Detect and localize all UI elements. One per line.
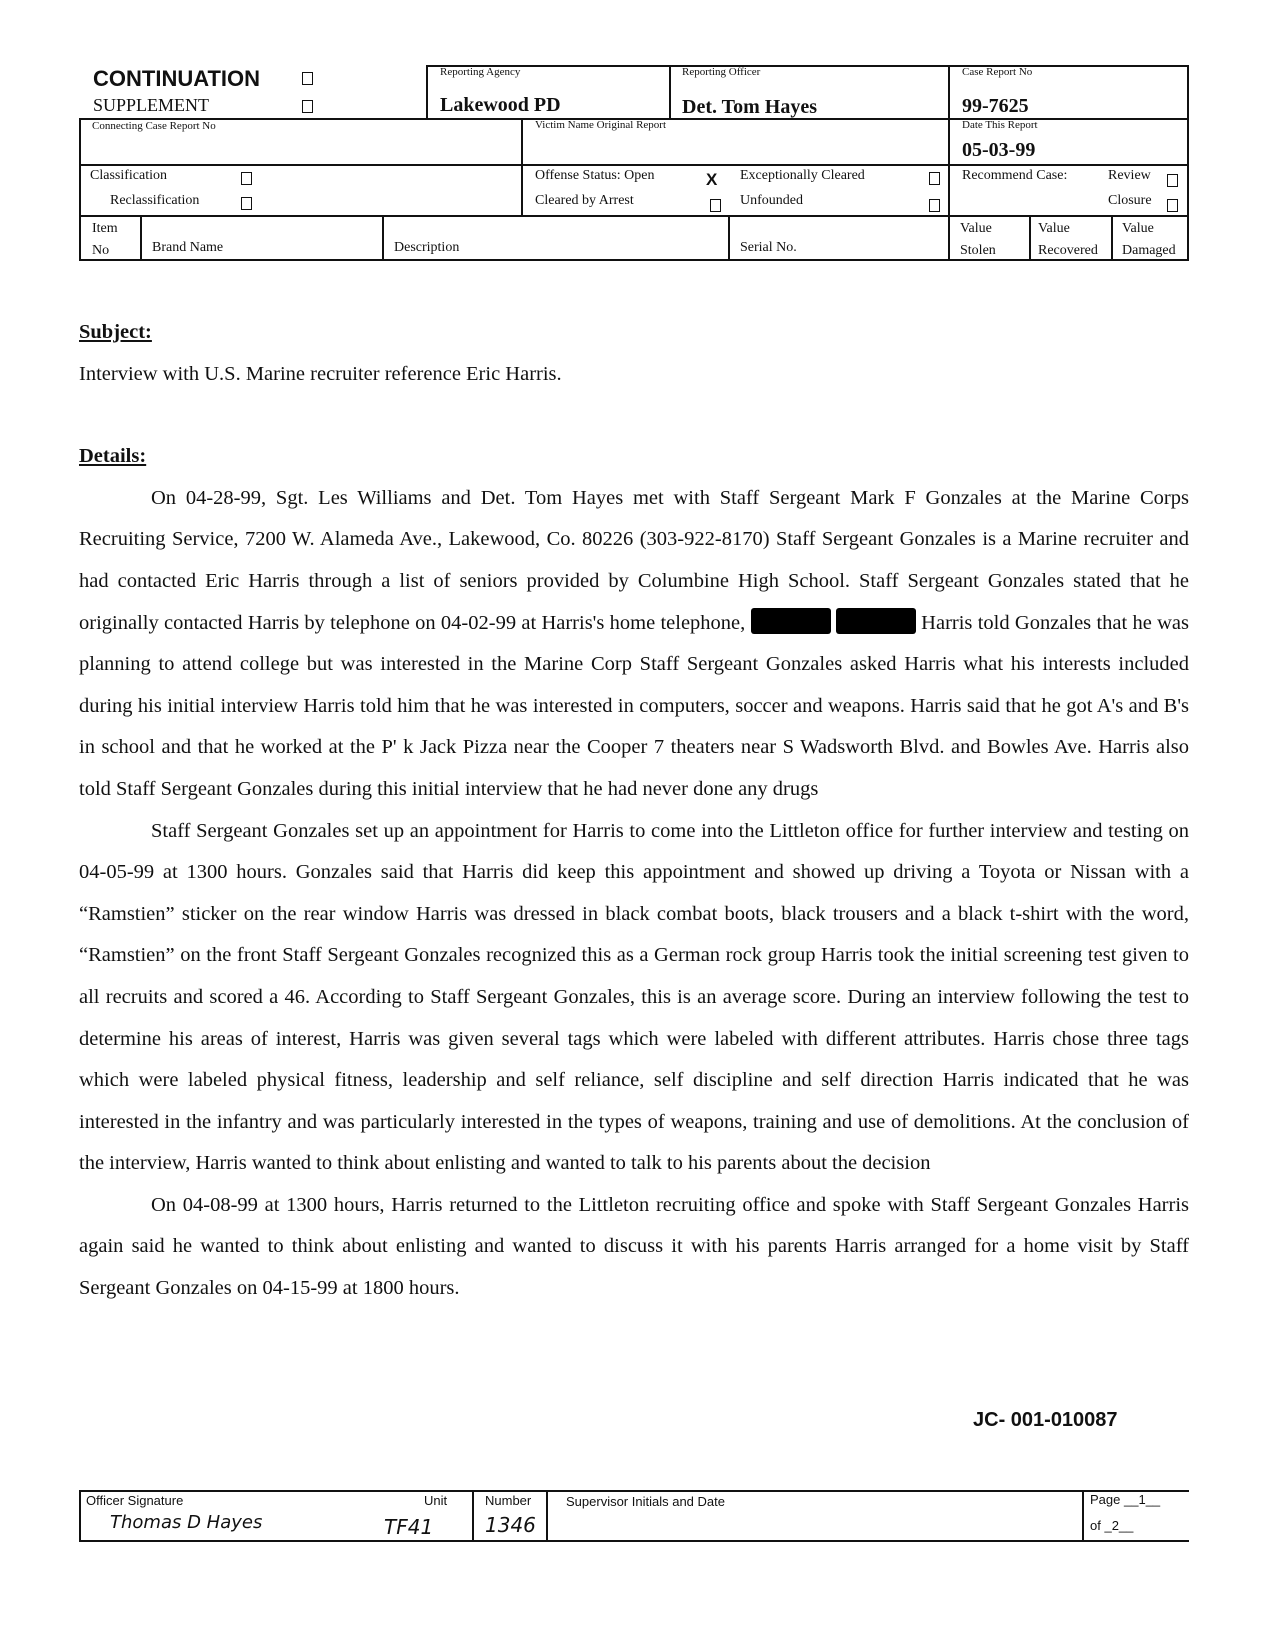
divider xyxy=(1111,216,1113,261)
page-label: Page xyxy=(1090,1492,1121,1507)
details-paragraph-2: Staff Sergeant Gonzales set up an appointment for Harris to come into the Littleton office for further interview and testing on 04-05-99 at 1300 hours. Gonzales said that Harris did keep this appointment and showed up driving a Toyota or Nissan with a “Ramstien” sticker on the rear window Harris was dressed in black combat boots, black trousers and a black t-shirt with the word, “Ramstien” on the front Staff Sergeant Gonzales recognized this as a German rock group Harris took the initial screening test given to all recruits and scored a 46. According to Staff Sergeant Gonzales, this is an average score. During an interview following the test to determine his areas of interest, Harris was given several tags which were labeled with different attributes. Harris chose three tags which were labeled physical fitness, leadership and self reliance, self discipline and self direction Harris indicated that he was interested in the infantry and was particularly interested in the types of weapons, training and use of demolitions. At the conclusion of the interview, Harris wanted to think about enlisting and wanted to talk to his parents about the decision xyxy=(79,819,1189,1175)
form-title: CONTINUATION xyxy=(93,66,261,91)
divider xyxy=(1082,1490,1084,1542)
closure-label: Closure xyxy=(1108,193,1152,208)
victim-name-label: Victim Name Original Report xyxy=(535,119,667,131)
cleared-by-arrest-checkbox[interactable] xyxy=(710,199,721,212)
exceptionally-cleared-checkbox[interactable] xyxy=(929,172,940,185)
form-subtitle: SUPPLEMENT xyxy=(93,95,210,115)
date-this-report-label: Date This Report xyxy=(962,119,1038,131)
redaction xyxy=(836,608,916,634)
details-text: Harris told Gonzales that he was planning to attend college but was interested in the Marine Corp Staff Sergeant Gonzales asked Harris what his interests included during his initial interview Harris told him that he was interested in computers, soccer and weapons. Harris said that he got A's and B's in school and that he worked at the P' k Jack Pizza near the Cooper 7 theaters near S Wadsworth Blvd. and Bowles Ave. Harris also told Staff Sergeant Gonzales during this initial interview that he had never done any drugs xyxy=(79,611,1190,800)
unfounded: Unfounded xyxy=(740,193,803,208)
reporting-agency-label: Reporting Agency xyxy=(440,66,521,78)
divider xyxy=(1029,216,1031,261)
total-pages: 2 xyxy=(1111,1518,1119,1533)
officer-signature-label: Officer Signature xyxy=(86,1493,184,1508)
column-value-stolen: Value Stolen xyxy=(960,221,996,258)
review-checkbox[interactable] xyxy=(1167,174,1178,187)
reporting-agency: Lakewood PD xyxy=(440,94,561,116)
divider xyxy=(546,1490,548,1542)
page-total: of _2__ xyxy=(1090,1518,1134,1533)
supplement-checkbox[interactable] xyxy=(302,100,313,113)
reclassification-checkbox[interactable] xyxy=(241,197,252,210)
divider xyxy=(79,1490,81,1542)
continuation-checkbox[interactable] xyxy=(302,72,313,85)
divider xyxy=(140,216,142,261)
page-value: 1 xyxy=(1138,1492,1146,1507)
unit-label: Unit xyxy=(424,1493,448,1508)
classification-checkbox[interactable] xyxy=(241,172,252,185)
divider xyxy=(669,65,671,118)
reporting-officer-label: Reporting Officer xyxy=(682,66,761,78)
offense-status-open: Offense Status: Open xyxy=(535,168,655,183)
bates-number: JC- 001-010087 xyxy=(973,1409,1118,1431)
redaction xyxy=(751,608,831,634)
subject-text: Interview with U.S. Marine recruiter reference Eric Harris. xyxy=(79,362,562,385)
column-item-no: Item No xyxy=(92,221,118,258)
details-paragraph-1 xyxy=(79,478,1189,811)
classification-label: Classification xyxy=(90,168,167,183)
column-value-damaged: Value Damaged xyxy=(1122,221,1176,258)
cleared-by-arrest: Cleared by Arrest xyxy=(535,193,634,208)
reclassification-label: Reclassification xyxy=(110,193,200,208)
number-value: 1346 xyxy=(485,1513,536,1537)
open-mark[interactable]: X xyxy=(706,170,718,189)
column-serial-no: Serial No. xyxy=(740,240,797,255)
report-body xyxy=(79,312,1189,1310)
column-value-recovered: Value Recovered xyxy=(1038,221,1098,258)
connecting-case-label: Connecting Case Report No xyxy=(92,120,216,132)
column-brand-name: Brand Name xyxy=(152,240,224,255)
case-report-no-label: Case Report No xyxy=(962,66,1033,78)
supervisor-initials-label: Supervisor Initials and Date xyxy=(566,1494,725,1509)
subject-heading: Subject: xyxy=(79,321,152,343)
divider xyxy=(472,1490,474,1542)
of-label: of xyxy=(1090,1518,1101,1533)
column-description: Description xyxy=(394,240,460,255)
closure-checkbox[interactable] xyxy=(1167,199,1178,212)
number-label: Number xyxy=(485,1493,532,1508)
case-report-no: 99-7625 xyxy=(962,95,1029,117)
divider xyxy=(79,215,1189,217)
unit-value: TF41 xyxy=(384,1515,434,1539)
officer-signature: Thomas D Hayes xyxy=(110,1512,263,1533)
details-heading: Details: xyxy=(79,445,147,468)
divider xyxy=(382,216,384,261)
page-number: Page __1__ xyxy=(1090,1492,1161,1507)
unfounded-checkbox[interactable] xyxy=(929,199,940,212)
review-label: Review xyxy=(1108,168,1151,183)
date-this-report: 05-03-99 xyxy=(962,139,1036,161)
reporting-officer: Det. Tom Hayes xyxy=(682,96,817,118)
divider xyxy=(728,216,730,261)
divider xyxy=(521,118,523,216)
details-paragraph-3: On 04-08-99 at 1300 hours, Harris returned to the Littleton recruiting office and spoke with Staff Sergeant Gonzales Harris again said he wanted to think about enlisting and wanted to discuss it with his parents Harris arranged for a home visit by Staff Sergeant Gonzales on 04-15-99 at 1800 hours. xyxy=(79,1193,1189,1300)
recommend-case: Recommend Case: xyxy=(962,168,1068,183)
divider xyxy=(79,164,1189,166)
exceptionally-cleared: Exceptionally Cleared xyxy=(740,168,865,183)
details-text: On 04-28-99, Sgt. Les Williams and Det. Tom Hayes met with Staff Sergeant Mark F Gonzales at the Marine Corps Recruiting Service, 7200 W. Alameda Ave., Lakewood, Co. 80226 (303-922-8170) Staff Sergeant Gonzales is a Marine recruiter and had contacted Eric Harris through a list of seniors provided by Columbine High School. Staff Sergeant Gonzales stated that he originally contacted Harris by telephone on 04-02-99 at Harris's home telephone, xyxy=(79,486,1189,634)
